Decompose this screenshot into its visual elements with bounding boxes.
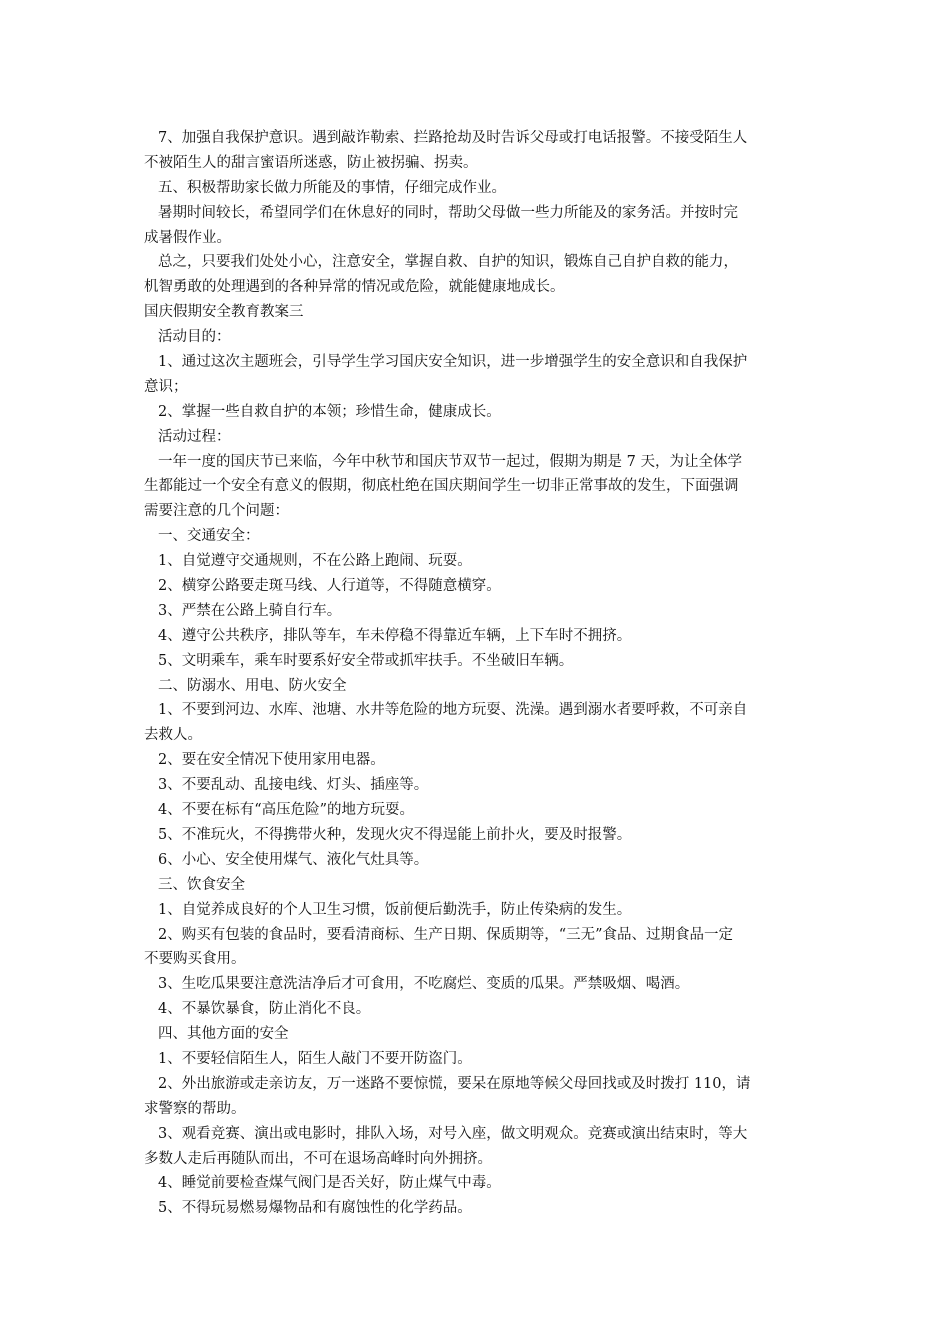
text-line: 2、外出旅游或走亲访友，万一迷路不要惊慌，要呆在原地等候父母回找或及时拨打 110，请 (158, 1075, 751, 1092)
text-line: 活动目的： (158, 329, 231, 346)
text-line: 4、不要在标有“高压危险”的地方玩耍。 (158, 802, 415, 819)
text-line: 3、观看竞赛、演出或电影时，排队入场，对号入座，做文明观众。竞赛或演出结束时，等大 (158, 1125, 748, 1142)
text-line: 2、横穿公路要走斑马线、人行道等，不得随意横穿。 (158, 578, 501, 595)
text-line: 一年一度的国庆节已来临，今年中秋节和国庆节双节一起过，假期为期是 7 天，为让全体学 (158, 453, 742, 470)
text-line: 机智勇敢的处理遇到的各种异常的情况或危险，就能健康地成长。 (144, 279, 565, 296)
text-line: 求警察的帮助。 (144, 1100, 246, 1117)
text-line: 不被陌生人的甜言蜜语所迷惑，防止被拐骗、拐卖。 (144, 154, 478, 171)
text-line: 四、其他方面的安全 (158, 1026, 289, 1043)
text-line: 1、不要到河边、水库、池塘、水井等危险的地方玩耍、洗澡。遇到溺水者要呼救，不可亲自 (158, 702, 748, 719)
text-line: 6、小心、安全使用煤气、液化气灶具等。 (158, 851, 429, 868)
text-line: 1、自觉养成良好的个人卫生习惯，饭前便后勤洗手，防止传染病的发生。 (158, 901, 632, 918)
text-line: 活动过程： (158, 428, 231, 445)
text-line: 一、交通安全： (158, 528, 260, 545)
text-line: 3、严禁在公路上骑自行车。 (158, 602, 342, 619)
text-line: 2、要在安全情况下使用家用电器。 (158, 752, 385, 769)
document-page (144, 126, 808, 1221)
text-line: 2、购买有包装的食品时，要看清商标、生产日期、保质期等，“三无”食品、过期食品一定 (158, 926, 734, 943)
text-line: 4、睡觉前要检查煤气阀门是否关好，防止煤气中毒。 (158, 1175, 501, 1192)
text-line: 意识； (144, 378, 188, 395)
text-line: 去救人。 (144, 727, 202, 744)
text-line: 1、通过这次主题班会，引导学生学习国庆安全知识，进一步增强学生的安全意识和自我保护 (158, 354, 748, 371)
text-line: 3、不要乱动、乱接电线、灯头、插座等。 (158, 777, 429, 794)
text-line: 五、积极帮助家长做力所能及的事情，仔细完成作业。 (158, 179, 506, 196)
text-line: 成暑假作业。 (144, 229, 231, 246)
text-line: 3、生吃瓜果要注意洗洁净后才可食用，不吃腐烂、变质的瓜果。严禁吸烟、喝酒。 (158, 976, 690, 993)
text-line: 国庆假期安全教育教案三 (144, 304, 304, 321)
text-line: 生都能过一个安全有意义的假期，彻底杜绝在国庆期间学生一切非正常事故的发生，下面强调 (144, 478, 739, 495)
text-line: 5、不准玩火，不得携带火种，发现火灾不得逞能上前扑火，要及时报警。 (158, 826, 632, 843)
text-line: 不要购买食用。 (144, 951, 246, 968)
text-line: 7、加强自我保护意识。遇到敲诈勒索、拦路抢劫及时告诉父母或打电话报警。不接受陌生人 (158, 130, 748, 146)
text-line: 1、不要轻信陌生人，陌生人敲门不要开防盗门。 (158, 1050, 472, 1067)
text-line: 暑期时间较长，希望同学们在休息好的同时，帮助父母做一些力所能及的家务活。并按时完 (158, 204, 738, 221)
text-line: 多数人走后再随队而出，不可在退场高峰时向外拥挤。 (144, 1150, 492, 1167)
text-line: 4、不暴饮暴食，防止消化不良。 (158, 1001, 371, 1018)
text-line: 三、饮食安全 (158, 876, 245, 893)
text-line: 4、遵守公共秩序，排队等车，车未停稳不得靠近车辆，上下车时不拥挤。 (158, 627, 632, 644)
text-line: 1、自觉遵守交通规则，不在公路上跑闹、玩耍。 (158, 553, 472, 570)
text-line: 2、掌握一些自救自护的本领；珍惜生命，健康成长。 (158, 403, 501, 420)
text-line: 二、防溺水、用电、防火安全 (158, 677, 347, 694)
text-line: 5、文明乘车，乘车时要系好安全带或抓牢扶手。不坐破旧车辆。 (158, 652, 574, 669)
text-line: 5、不得玩易燃易爆物品和有腐蚀性的化学药品。 (158, 1200, 472, 1217)
text-line: 需要注意的几个问题： (144, 503, 289, 520)
text-line: 总之，只要我们处处小心，注意安全，掌握自救、自护的知识，锻炼自己自护自救的能力， (158, 254, 738, 271)
